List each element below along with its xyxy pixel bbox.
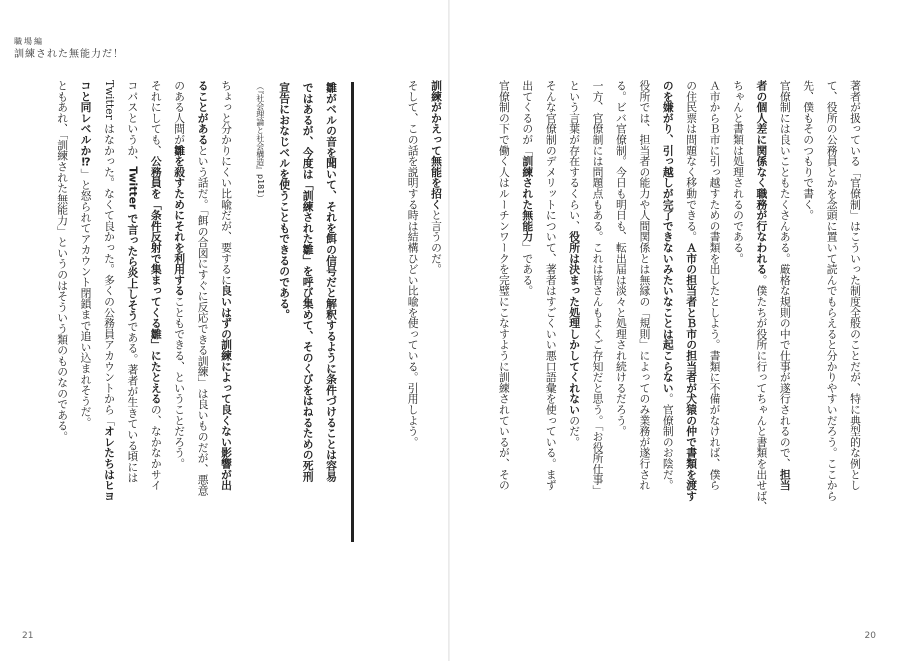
page-number-right: 20 — [864, 631, 876, 641]
text-run: ちょっと分かりにくい比喩だが、要するに — [220, 80, 233, 286]
text-line — [516, 80, 539, 535]
text-run: 出てくるのが「 — [521, 80, 535, 156]
text-line — [98, 80, 121, 535]
bold-phrase: Ａ市の担当者とＢ市の担当者が犬猿の仲で書類を渡す — [685, 242, 699, 502]
bold-phrase: ることがある — [196, 80, 210, 145]
text-run: 官僚制には良いこともたくさんある。厳格な規則の中で仕事が遂行されるので、 — [778, 80, 792, 469]
text-line — [563, 80, 586, 535]
bold-phrase: のを嫌がり、引っ越しが完了できないみたいなことは起こらない — [661, 80, 675, 394]
bold-phrase: 公務員を「条件反射で集まってくる雛」にたとえる — [149, 155, 163, 405]
text-line — [656, 80, 679, 535]
text-run: 先、僕もそのつもりで書く。 — [802, 80, 816, 221]
text-run: コパスというか、 — [126, 80, 140, 167]
text-run: のある人間が — [173, 80, 187, 145]
text-line — [425, 80, 448, 535]
left-page-text-top — [364, 80, 448, 535]
text-run: 。官僚制のお陰だ。 — [661, 393, 675, 491]
text-run: と言うのだ。 — [430, 209, 443, 275]
text-line — [51, 80, 74, 535]
text-run: の、なかなかサイ — [149, 404, 163, 491]
quote-line: 宣告におなじベルを使うこともできるのである。 — [278, 82, 292, 320]
text-line — [773, 80, 796, 535]
text-line — [610, 80, 633, 535]
text-run: 」と怒られてアカウント閉鎖まで追い込まれそうだ。 — [79, 168, 93, 428]
quote-line: ではあるが、今度は「訓練された雛」を呼び集めて、そのくびをはねるための死刑 — [301, 82, 315, 482]
left-page-text-bottom — [28, 80, 238, 535]
text-run: の住民票は問題なく移動できる。 — [685, 80, 699, 242]
bold-phrase: Twitter で言ったら炎上しそう — [126, 166, 140, 321]
text-line — [680, 80, 703, 535]
bold-phrase: 者の個人差に関係なく職務が行なわれる — [755, 80, 769, 275]
text-line — [797, 80, 820, 535]
text-run: という言葉が存在するくらい、 — [568, 80, 582, 232]
text-run: 官僚制の下で働く人はルーチンワークを完璧にこなすように訓練されているが、その — [497, 80, 511, 491]
text-run: 」である。 — [521, 242, 535, 297]
text-line — [703, 80, 726, 535]
text-line — [844, 80, 867, 535]
bold-phrase: 訓練された無能力 — [521, 155, 535, 243]
text-run: ともあれ、「訓練された無能力」というのはそういう類のものなのである。 — [56, 80, 70, 442]
page-number-left: 21 — [22, 631, 34, 641]
text-run: 著者が扱っている「官僚制」はこういった制度全般のことだが、特に典型的な例とし — [849, 80, 862, 491]
header-series: 職場編 — [14, 37, 44, 46]
text-run: こともできる、ということだろう。 — [173, 296, 187, 469]
text-run: ちゃんと書類は処理されるのである。 — [731, 80, 745, 264]
text-run: そして、この話を説明する時は結構ひどい比喩を使っている。引用しよう。 — [406, 80, 420, 448]
text-line — [74, 80, 97, 535]
text-line — [191, 80, 214, 535]
header-title: 訓練された無能力だ！ — [14, 49, 124, 60]
text-line — [539, 80, 562, 535]
bold-phrase: オレたちはヒヨ — [102, 425, 116, 502]
text-run: Twitter はなかった。なくて良かった。多くの公務員アカウントから「 — [102, 80, 116, 426]
quote-line: 雛がベルの音を聞いて、それを餌の信号だと解釈するように条件づけることは容易 — [325, 82, 338, 482]
text-line — [633, 80, 656, 535]
bold-phrase: 担当 — [778, 468, 792, 491]
text-line — [820, 80, 843, 535]
text-line — [168, 80, 191, 535]
text-run: 。僕たちが役所に行ってちゃんと書類を出せば、 — [755, 274, 769, 513]
text-run: のだ。 — [568, 414, 582, 448]
text-run: Ａ市からＢ市に引っ越すための書類を出したとしよう。書類に不備がなければ、僕ら — [708, 80, 722, 491]
text-run: そんな官僚制のデメリットについて、著者はすごくいい悪口語彙を使っている。まず — [544, 80, 558, 491]
text-line — [215, 80, 238, 535]
running-header — [14, 36, 124, 62]
text-run: という話だ。「餌の合図にすぐに反応できる訓練」は良いものだが、悪意 — [196, 144, 210, 496]
blockquote — [242, 82, 354, 542]
bold-phrase: 雛を殺すためにそれを利用する — [173, 144, 187, 297]
text-run: 役所では、担当者の能力や人間関係とは無縁の「規則」によってのみ業務が遂行され — [638, 80, 652, 491]
text-line — [727, 80, 750, 535]
text-line — [121, 80, 144, 535]
bold-phrase: 役所は決まった処理しかしてくれない — [568, 231, 582, 415]
text-line — [586, 80, 609, 535]
text-run: る。ビバ官僚制。今日も明日も、転出届は淡々と処理され続けるだろう。 — [614, 80, 628, 437]
page-gutter — [448, 0, 450, 661]
text-run: 一方、官僚制には問題点もある。これは皆さんもよくご存知だと思う。「お役所仕事」 — [591, 80, 605, 496]
text-line — [493, 80, 516, 535]
text-line — [750, 80, 773, 535]
bold-phrase: 良いはずの訓練によって良くない影響が出 — [220, 285, 233, 491]
text-line — [144, 80, 167, 535]
bold-phrase: コと同レベルか⁉ — [79, 80, 93, 169]
right-page-text — [455, 80, 867, 535]
bold-phrase: 訓練がかえって無能を招く — [430, 80, 443, 210]
text-run: て、役所の公務員とかを念頭に置いて読んでもらえると分かりやすいだろう。ここから — [825, 80, 839, 502]
text-run: である。著者が生きている頃には — [126, 321, 140, 483]
text-run: それにしても、 — [149, 80, 163, 156]
text-line — [401, 80, 424, 535]
quote-source: （『社会理論と社会構造』p181） — [255, 82, 265, 203]
